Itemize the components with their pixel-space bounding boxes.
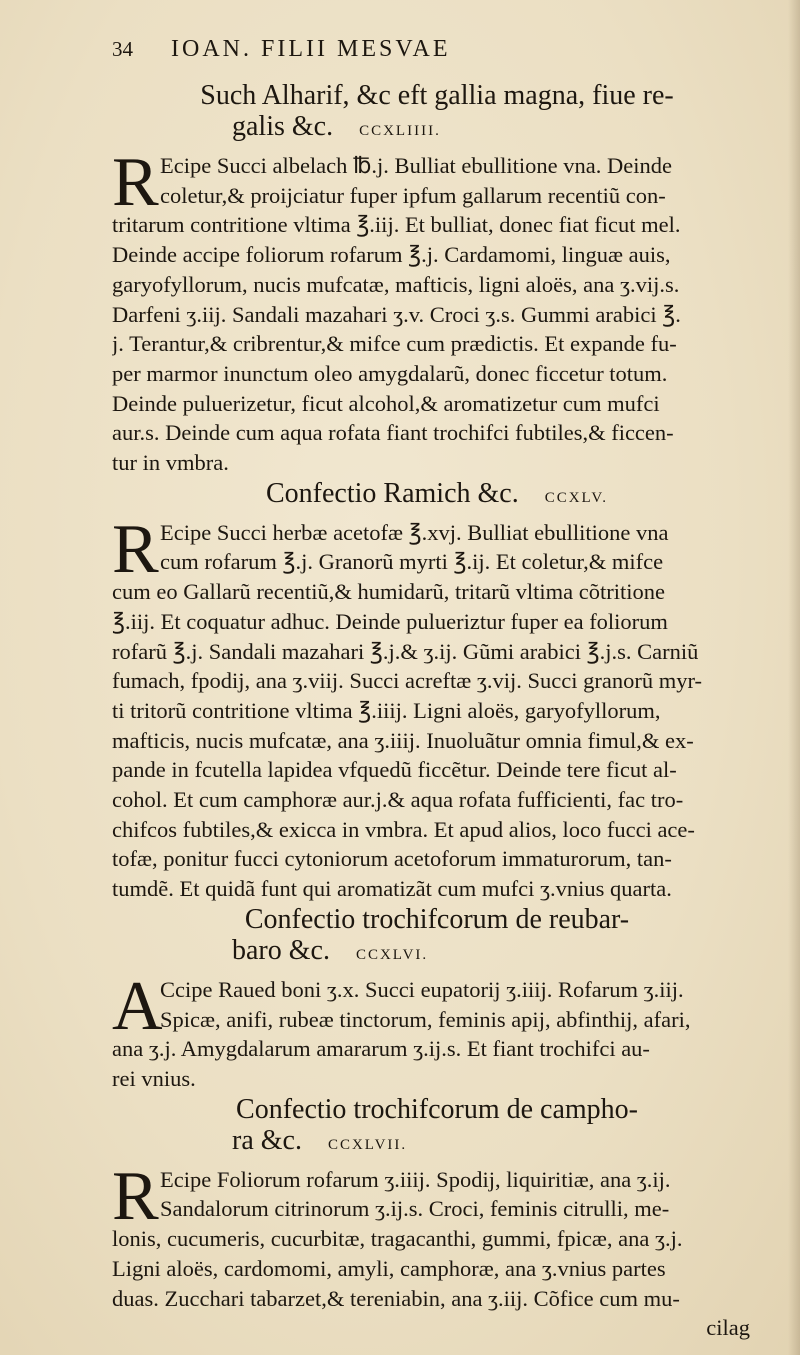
- text-line: rofarũ ℥.j. Sandali mazahari ℥.j.& ʒ.ij. Gũmi arabici ℥.j.s. Carniũ: [112, 638, 699, 664]
- running-head: [112, 36, 762, 80]
- text-line: Ecipe Succi herbæ acetofæ ℥.xvj. Bulliat ebullitione vna: [160, 519, 669, 545]
- text-line: per marmor inunctum oleo amygdalarũ, donec ficcetur totum.: [112, 360, 668, 386]
- recipe-sections: [112, 80, 762, 1343]
- text-line: lonis, cucumeris, cucurbitæ, tragacanthi, gummi, fpicæ, ana ʒ.j.: [112, 1226, 683, 1252]
- text-line: mafticis, nucis mufcatæ, ana ʒ.iiij. Inuoluãtur omnia fimul,& ex-: [112, 727, 694, 753]
- recipe-paragraph: [112, 144, 762, 478]
- section-title-text: galis &c.: [232, 111, 334, 142]
- section-title-text: Confectio trochifcorum de reubar-: [244, 903, 630, 935]
- recipe-paragraph: [112, 1157, 762, 1343]
- text-line: pande in fcutella lapidea vfquedũ ficcẽtur. Deinde tere ficut al-: [112, 757, 677, 783]
- text-line: Ecipe Succi albelach ℔.j. Bulliat ebullitione vna. Deinde: [160, 153, 672, 178]
- recipe-section: [112, 1094, 762, 1343]
- text-line: coletur,& proijciatur fuper ipfum gallarum recentiũ con-: [160, 182, 666, 208]
- text-line: duas. Zucchari tabarzet,& tereniabin, ana ʒ.iij. Cõfice cum mu-: [112, 1285, 680, 1311]
- section-title-text: Confectio trochifcorum de campho-: [236, 1093, 638, 1125]
- text-line: cohol. Et cum camphoræ aur.j.& aqua rofata fufficienti, fac tro-: [112, 787, 684, 813]
- text-line: tur in vmbra.: [112, 450, 229, 476]
- page-number: 34: [112, 37, 133, 61]
- section-title-line: [112, 80, 762, 111]
- section-title-line: [112, 1094, 762, 1125]
- section-number: CCXLVII.: [327, 1136, 408, 1153]
- text-line: tumdẽ. Et quidã funt qui aromatizãt cum mufci ʒ.vnius quarta.: [112, 876, 672, 902]
- text-line: Ecipe Foliorum rofarum ʒ.iiij. Spodij, liquiritiæ, ana ʒ.ij.: [160, 1166, 671, 1192]
- text-line: Ligni aloës, cardomomi, amyli, camphoræ, ana ʒ.vnius partes: [112, 1255, 666, 1281]
- recipe-paragraph: [112, 967, 762, 1094]
- section-title-line: [112, 1125, 762, 1161]
- catchword: cilag: [706, 1315, 750, 1341]
- text-block: [112, 36, 762, 1343]
- running-title: IOAN. FILII MESVAE: [171, 36, 451, 62]
- text-line: garyofyllorum, nucis mufcatæ, mafticis, ligni aloës, ana ʒ.vij.s.: [112, 271, 680, 297]
- text-line: Ccipe Raued boni ʒ.x. Succi eupatorij ʒ.iiij. Rofarum ʒ.iij.: [160, 976, 684, 1002]
- section-number: CCXLV.: [544, 489, 608, 506]
- drop-cap: A: [112, 967, 163, 1045]
- section-title-line: [112, 478, 762, 514]
- text-line: chifcos fubtiles,& exicca in vmbra. Et apud alios, loco fucci ace-: [112, 816, 695, 842]
- drop-cap: R: [112, 144, 159, 221]
- text-line: ti tritorũ contritione vltima ℥.iiij. Ligni aloës, garyofyllorum,: [112, 697, 661, 723]
- text-line: cum rofarum ℥.j. Granorũ myrti ℥.ij. Et coletur,& mifce: [160, 549, 664, 575]
- recipe-section: [112, 904, 762, 1094]
- text-line: tritarum contritione vltima ℥.iij. Et bulliat, donec fiat ficut mel.: [112, 212, 681, 238]
- section-title-text: Such Alharif, &c eft gallia magna, fiue re-: [200, 80, 674, 111]
- section-number: CCXLVI.: [355, 946, 429, 963]
- recipe-section: [112, 478, 762, 904]
- section-title-text: Confectio Ramich &c.: [266, 477, 519, 509]
- recipe-paragraph: [112, 510, 762, 904]
- section-title-text: ra &c.: [232, 1124, 302, 1156]
- text-line: aur.s. Deinde cum aqua rofata fiant trochifci fubtiles,& ficcen-: [112, 420, 674, 446]
- section-number: CCXLIIII.: [359, 123, 441, 139]
- text-line: fumach, fpodij, ana ʒ.viij. Succi acreftæ ʒ.vij. Succi granorũ myr-: [112, 668, 702, 694]
- text-line: Darfeni ʒ.iij. Sandali mazahari ʒ.v. Croci ʒ.s. Gummi arabici ℥.: [112, 301, 681, 327]
- section-title-line: [112, 904, 762, 935]
- text-line: tofæ, ponitur fucci cytoniorum acetoforum immaturorum, tan-: [112, 846, 672, 872]
- text-line: rei vnius.: [112, 1065, 196, 1091]
- text-line: Deinde puluerizetur, ficut alcohol,& aromatizetur cum mufci: [112, 390, 660, 416]
- text-line: j. Terantur,& cribrentur,& mifce cum prædictis. Et expande fu-: [112, 331, 677, 357]
- text-line: Sandalorum citrinorum ʒ.ij.s. Croci, feminis citrulli, me-: [160, 1196, 670, 1222]
- text-line: Deinde accipe foliorum rofarum ℥.j. Cardamomi, linguæ auis,: [112, 242, 671, 268]
- drop-cap: R: [112, 1157, 159, 1235]
- recipe-section: [112, 80, 762, 478]
- text-line: ℥.iij. Et coquatur adhuc. Deinde pulueriztur fuper ea foliorum: [112, 608, 668, 634]
- drop-cap: R: [112, 510, 159, 588]
- text-line: ana ʒ.j. Amygdalarum amararum ʒ.ij.s. Et fiant trochifci au-: [112, 1036, 650, 1062]
- text-line: cum eo Gallarũ recentiũ,& humidarũ, tritarũ vltima cõtritione: [112, 579, 665, 605]
- section-title-line: [112, 935, 762, 971]
- section-title-text: baro &c.: [232, 934, 330, 966]
- section-title-line: [112, 111, 762, 147]
- text-line: Spicæ, anifi, rubeæ tinctorum, feminis apij, abfinthij, afari,: [160, 1006, 691, 1032]
- page-edge-shadow: [788, 0, 800, 1355]
